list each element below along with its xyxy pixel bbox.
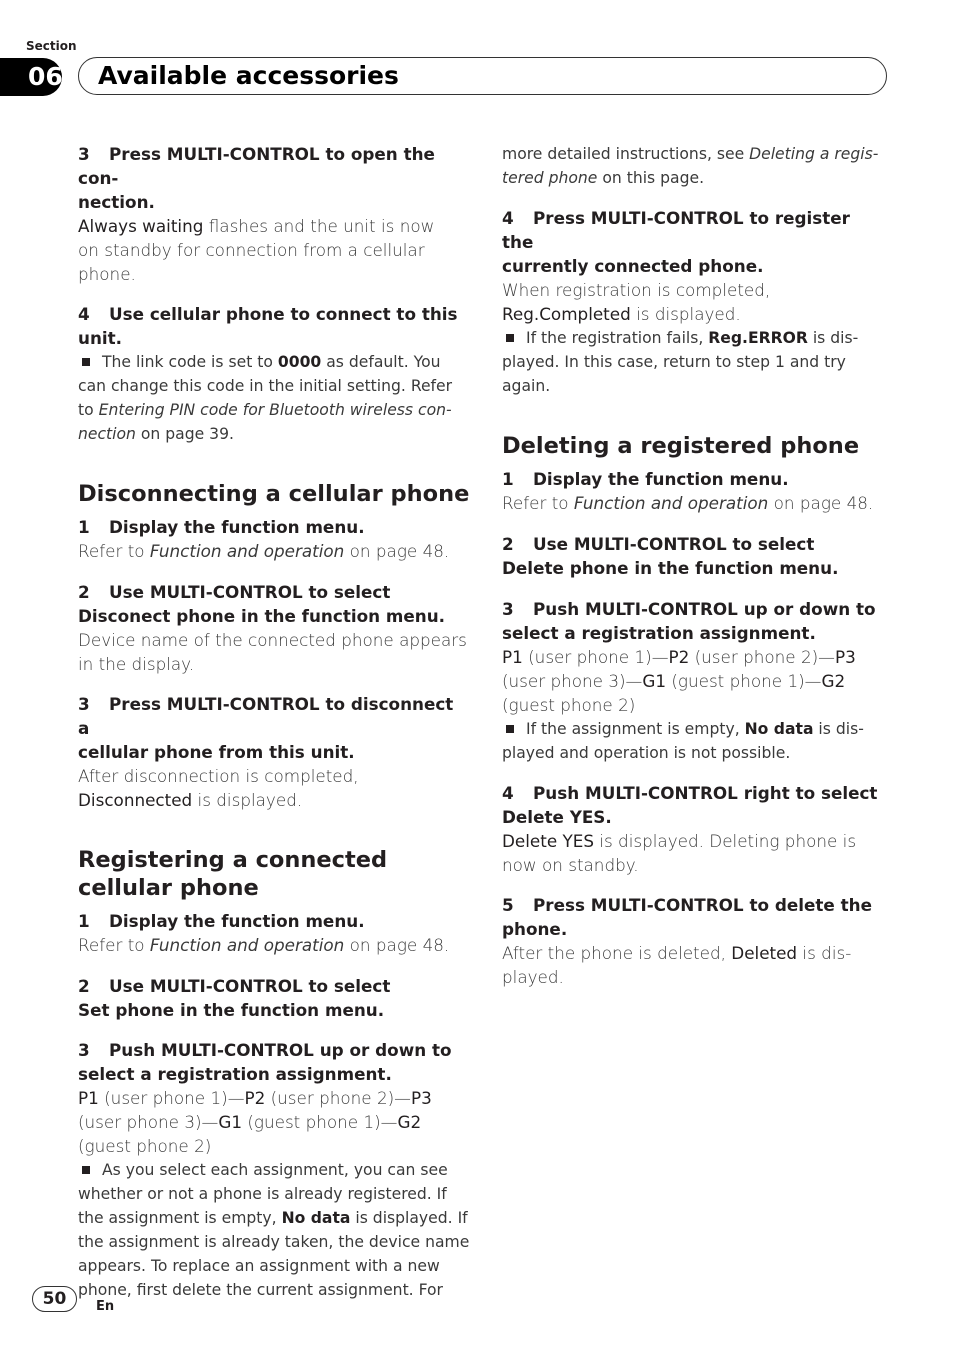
note: If the registration fails, Reg.ERROR is dis- played. In this case, return to step 1 and try again. bbox=[502, 329, 859, 395]
step-heading: 4 Push MULTI-CONTROL right to select Delete YES. bbox=[502, 783, 878, 827]
section-heading: Disconnecting a cellular phone bbox=[78, 481, 470, 507]
body-text: Refer to Function and operation on page 48. bbox=[78, 541, 450, 561]
step-heading: 5 Press MULTI-CONTROL to delete the phone. bbox=[502, 895, 872, 939]
step-heading: 3 Press MULTI-CONTROL to disconnect a cellular phone from this unit. bbox=[78, 694, 454, 762]
assignment-list: P1 (user phone 1)—P2 (user phone 2)—P3 (user phone 3)—G1 (guest phone 1)—G2 (guest phone 2) bbox=[502, 647, 856, 715]
bullet-square-icon bbox=[82, 1166, 90, 1174]
body-text: Delete YES is displayed. Deleting phone is now on standby. bbox=[502, 831, 857, 875]
cross-reference: tered phone bbox=[502, 169, 598, 187]
step-heading: 3 Push MULTI-CONTROL up or down to select a registration assignment. bbox=[78, 1040, 452, 1084]
body-text: Device name of the connected phone appears in the display. bbox=[78, 630, 467, 674]
cross-reference: Deleting a regis- bbox=[749, 145, 879, 163]
assignment-list: P1 (user phone 1)—P2 (user phone 2)—P3 (user phone 3)—G1 (guest phone 1)—G2 (guest phone 2) bbox=[78, 1088, 432, 1156]
step-heading: 1 Display the function menu. bbox=[78, 517, 365, 537]
cross-reference: Function and operation bbox=[149, 541, 345, 561]
note-continued: more detailed instructions, see Deleting a regis- tered phone on this page. bbox=[502, 145, 879, 187]
bullet-square-icon bbox=[506, 334, 514, 342]
bullet-square-icon bbox=[506, 725, 514, 733]
step-heading: 2 Use MULTI-CONTROL to select Disconect phone in the function menu. bbox=[78, 582, 446, 626]
section-heading: Registering a connected cellular phone bbox=[78, 847, 388, 901]
body-text: After disconnection is completed, Disconnected is displayed. bbox=[78, 766, 359, 810]
language-label: En bbox=[96, 1299, 115, 1314]
body-text: Refer to Function and operation on page 48. bbox=[78, 935, 450, 955]
section-label: Section bbox=[26, 39, 77, 53]
left-column bbox=[78, 142, 470, 1302]
body-text: After the phone is deleted, Deleted is dis- played. bbox=[502, 943, 852, 987]
step-heading: 1 Display the function menu. bbox=[78, 911, 365, 931]
body-text: When registration is completed, Reg.Completed is displayed. bbox=[502, 280, 771, 324]
cross-reference: Function and operation bbox=[149, 935, 345, 955]
step-heading: 3 Press MULTI-CONTROL to open the con- nection. bbox=[78, 144, 435, 212]
cross-reference: nection bbox=[78, 425, 136, 443]
section-number-badge: 06 bbox=[0, 58, 62, 96]
step-heading: 4 Use cellular phone to connect to this unit. bbox=[78, 304, 458, 348]
step-heading: 1 Display the function menu. bbox=[502, 469, 789, 489]
cross-reference: Function and operation bbox=[573, 493, 769, 513]
step-heading: 3 Push MULTI-CONTROL up or down to select a registration assignment. bbox=[502, 599, 876, 643]
step-heading: 2 Use MULTI-CONTROL to select Set phone in the function menu. bbox=[78, 976, 391, 1020]
page-number: 50 bbox=[32, 1286, 77, 1312]
step-heading: 2 Use MULTI-CONTROL to select Delete phone in the function menu. bbox=[502, 534, 839, 578]
step-heading: 4 Press MULTI-CONTROL to register the currently connected phone. bbox=[502, 208, 850, 276]
body-text: Refer to Function and operation on page 48. bbox=[502, 493, 874, 513]
note: The link code is set to 0000 as default. You can change this code in the initial setting. Refer to Entering PIN code for Bluetooth wireless con- nection on page 39. bbox=[78, 353, 453, 443]
right-column bbox=[502, 142, 882, 989]
note: If the assignment is empty, No data is dis- played and operation is not possible. bbox=[502, 720, 864, 762]
bullet-square-icon bbox=[82, 358, 90, 366]
note: As you select each assignment, you can see whether or not a phone is already registered. If the assignment is empty, No data is displayed. If the assignment is already taken, the device name appears. To replace an assignment with a new phone, first delete the current assignment. For bbox=[78, 1161, 470, 1299]
section-heading: Deleting a registered phone bbox=[502, 433, 860, 459]
body-text: Always waiting flashes and the unit is now on standby for connection from a cellular phone. bbox=[78, 216, 435, 284]
cross-reference: Entering PIN code for Bluetooth wireless con- bbox=[98, 401, 452, 419]
page-title: Available accessories bbox=[98, 61, 399, 90]
